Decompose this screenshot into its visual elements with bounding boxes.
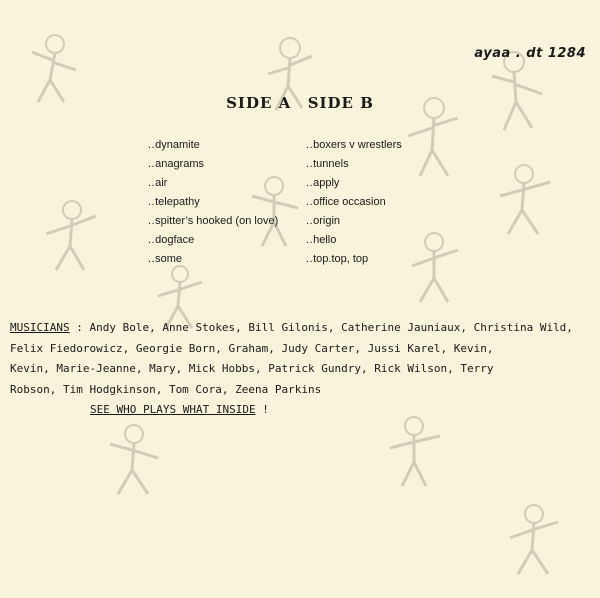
track-item: ..telepathy bbox=[148, 196, 200, 208]
musicians-label: MUSICIANS bbox=[10, 321, 70, 334]
dancing-figure-icon bbox=[380, 412, 450, 492]
side-b-tracklist bbox=[306, 136, 402, 269]
musicians-line: Kevin, Marie-Jeanne, Mary, Mick Hobbs, Patrick Gundry, Rick Wilson, Terry bbox=[10, 362, 494, 375]
track-item: ..apply bbox=[306, 177, 340, 189]
track-item: ..air bbox=[148, 177, 168, 189]
track-item: ..hello bbox=[306, 234, 337, 246]
dancing-figure-icon bbox=[490, 160, 560, 240]
track-item: ..office occasion bbox=[306, 196, 386, 208]
side-a-tracklist bbox=[148, 136, 278, 269]
dancing-figure-icon bbox=[36, 196, 106, 276]
see-inside-text: SEE WHO PLAYS WHAT INSIDE bbox=[90, 403, 256, 416]
musicians-line: Andy Bole, Anne Stokes, Bill Gilonis, Catherine Jauniaux, Christina Wild, bbox=[89, 321, 573, 334]
dancing-figure-icon bbox=[100, 420, 170, 500]
track-item: ..top.top, top bbox=[306, 253, 369, 265]
track-item: ..anagrams bbox=[148, 158, 205, 170]
dancing-figure-icon bbox=[500, 500, 570, 580]
musicians-credits bbox=[10, 318, 596, 400]
dancing-figure-icon bbox=[400, 228, 470, 308]
see-inside-suffix: ! bbox=[255, 403, 269, 416]
see-inside-note bbox=[90, 403, 269, 416]
track-item: ..spitter’s hooked (on love) bbox=[148, 215, 279, 227]
catalog-number: ayaa . dt 1284 bbox=[474, 46, 586, 61]
track-item: ..origin bbox=[306, 215, 341, 227]
musicians-line: Felix Fiedorowicz, Georgie Born, Graham, Judy Carter, Jussi Karel, Kevin, bbox=[10, 341, 494, 355]
side-b-heading: SIDE B bbox=[307, 94, 374, 112]
track-item: ..some bbox=[148, 253, 183, 265]
sides-header bbox=[0, 94, 600, 113]
track-item: ..tunnels bbox=[306, 158, 349, 170]
track-item: ..boxers v wrestlers bbox=[306, 139, 402, 151]
musicians-line: Robson, Tim Hodgkinson, Tom Cora, Zeena Parkins bbox=[10, 382, 322, 396]
track-item: ..dynamite bbox=[148, 139, 200, 151]
track-item: ..dogface bbox=[148, 234, 195, 246]
side-a-heading: SIDE A bbox=[226, 94, 292, 112]
musicians-separator: : bbox=[69, 321, 90, 334]
